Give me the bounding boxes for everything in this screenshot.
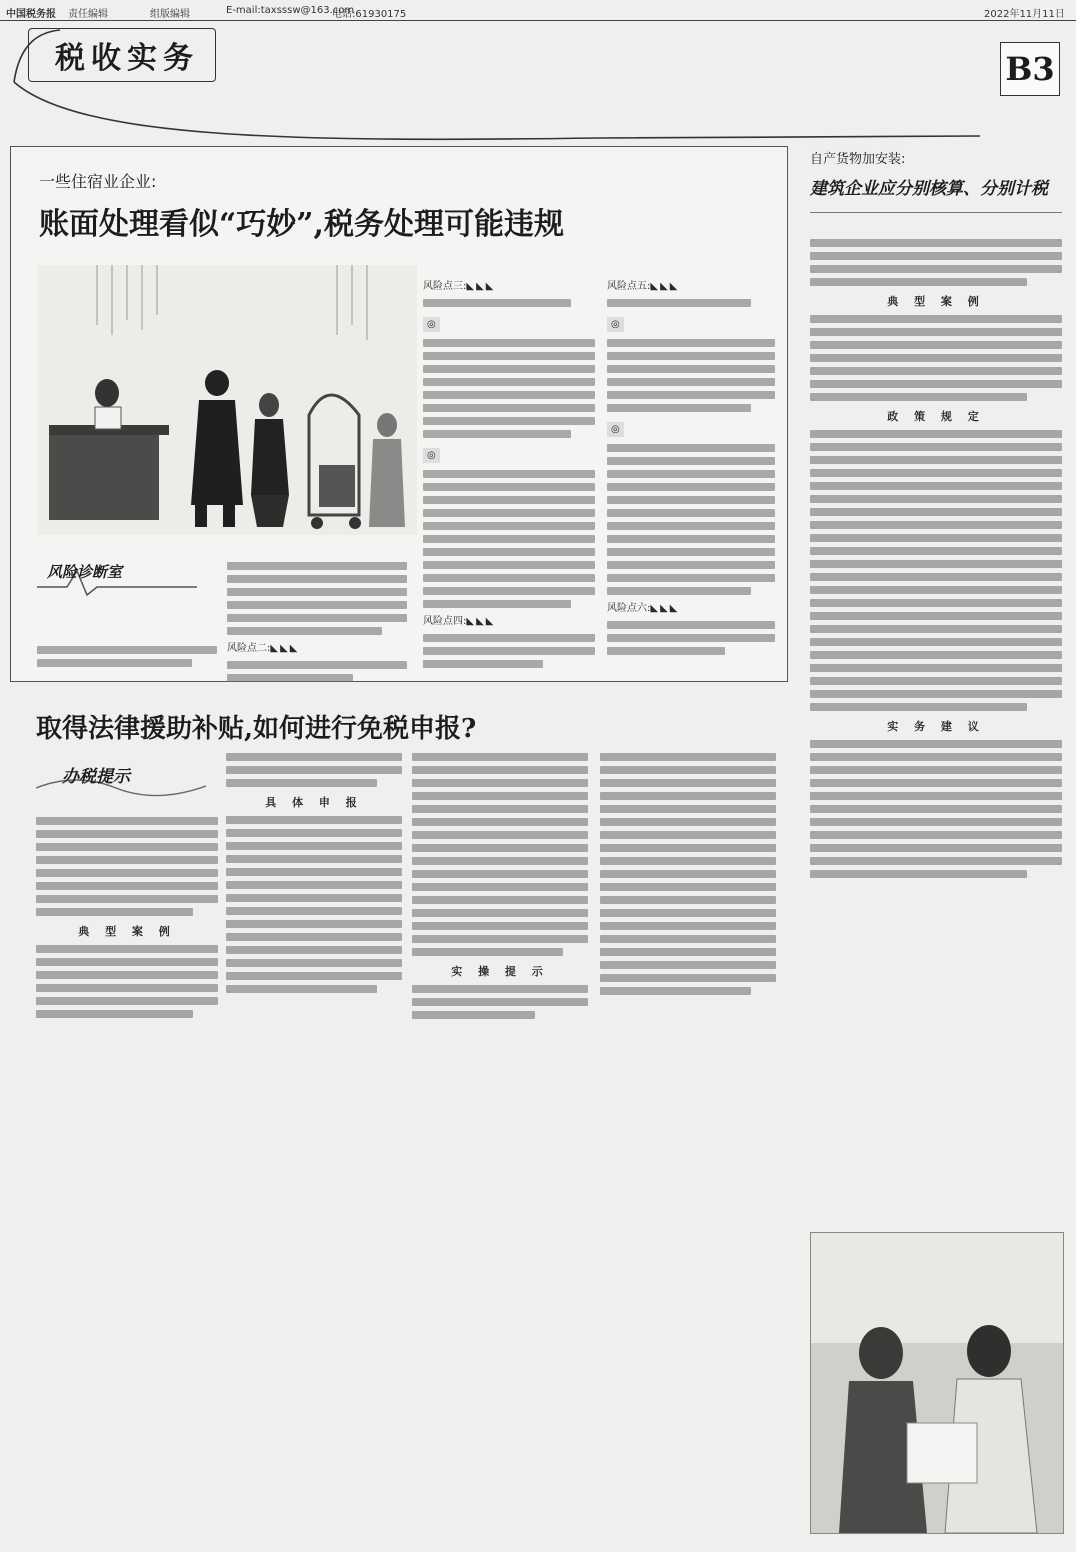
page-number: B3 [1000,42,1060,96]
issue-date: 2022年11月11日 [984,9,1065,20]
hotel-illustration [37,265,417,535]
triangle-marks-icon: ◣◣◣ [466,616,496,627]
triangle-marks-icon: ◣◣◣ [270,643,300,654]
main-col-4 [607,273,775,659]
top-rule [0,20,1076,21]
right-headline: 建筑企业应分别核算、分别计税 [810,179,1048,199]
right-subhead-advice: 实 务 建 议 [887,720,985,733]
main-article [10,146,788,682]
main-col-3 [423,273,595,672]
section-title: 税收实务 [55,41,199,76]
section-title-box [28,28,216,82]
case-tag: ◎ [607,317,624,332]
risk-point-3 [423,279,595,294]
risk-point-6-label: 风险点六: [607,603,651,614]
right-kicker: 自产货物加安装: [810,152,906,167]
main-headline: 账面处理看似“巧妙”,税务处理可能违规 [39,207,564,242]
risk-point-5-label: 风险点五: [607,281,651,292]
right-subhead-case: 典 型 案 例 [887,295,985,308]
bottom-col-3 [412,748,588,1023]
triangle-marks-icon: ◣◣◣ [650,281,680,292]
phone-number: 电话:61930175 [332,9,407,20]
triangle-marks-icon: ◣◣◣ [650,603,680,614]
triangle-marks-icon: ◣◣◣ [466,281,496,292]
analysis-tag: ◎ [607,422,624,437]
hotel-scene-illustration [37,265,417,535]
risk-point-6 [607,601,775,616]
bottom-headline: 取得法律援助补贴,如何进行免税申报? [36,714,477,744]
consultation-photo [811,1233,1063,1533]
analysis-tag: ◎ [423,448,440,463]
risk-point-4 [423,614,595,629]
paper-name: 中国税务报 [6,9,56,20]
bottom-col-2 [226,748,402,997]
tax-tip-title: 办税提示 [62,767,130,787]
editor-label: 责任编辑 [68,9,108,20]
email-address[interactable]: E-mail:taxsssw@163.com [226,5,355,16]
main-col-2 [227,557,407,686]
risk-point-2-label: 风险点二: [227,643,271,654]
risk-column-badge [37,551,197,601]
layout-editor-label: 组版编辑 [150,9,190,20]
right-subhead-policy: 政 策 规 定 [887,410,985,423]
news-photo [810,1232,1064,1534]
main-kicker: 一些住宿业企业: [39,172,157,191]
right-article [806,146,1068,1542]
right-divider [810,212,1062,213]
right-col [810,234,1062,882]
risk-column-title: 风险诊断室 [47,563,123,581]
subhead-tips: 实 操 提 示 [451,965,549,978]
risk-point-3-label: 风险点三: [423,281,467,292]
bottom-article [10,688,786,1528]
masthead-strip [0,0,1076,20]
case-tag: ◎ [423,317,440,332]
main-col-1 [37,641,217,671]
risk-point-2 [227,641,407,656]
bottom-col-4 [600,748,776,999]
tax-tip-badge [36,758,206,798]
subhead-case: 典 型 案 例 [78,925,176,938]
risk-point-5 [607,279,775,294]
bottom-col-1 [36,812,218,1022]
risk-point-4-label: 风险点四: [423,616,467,627]
subhead-filing: 具 体 申 报 [265,796,363,809]
